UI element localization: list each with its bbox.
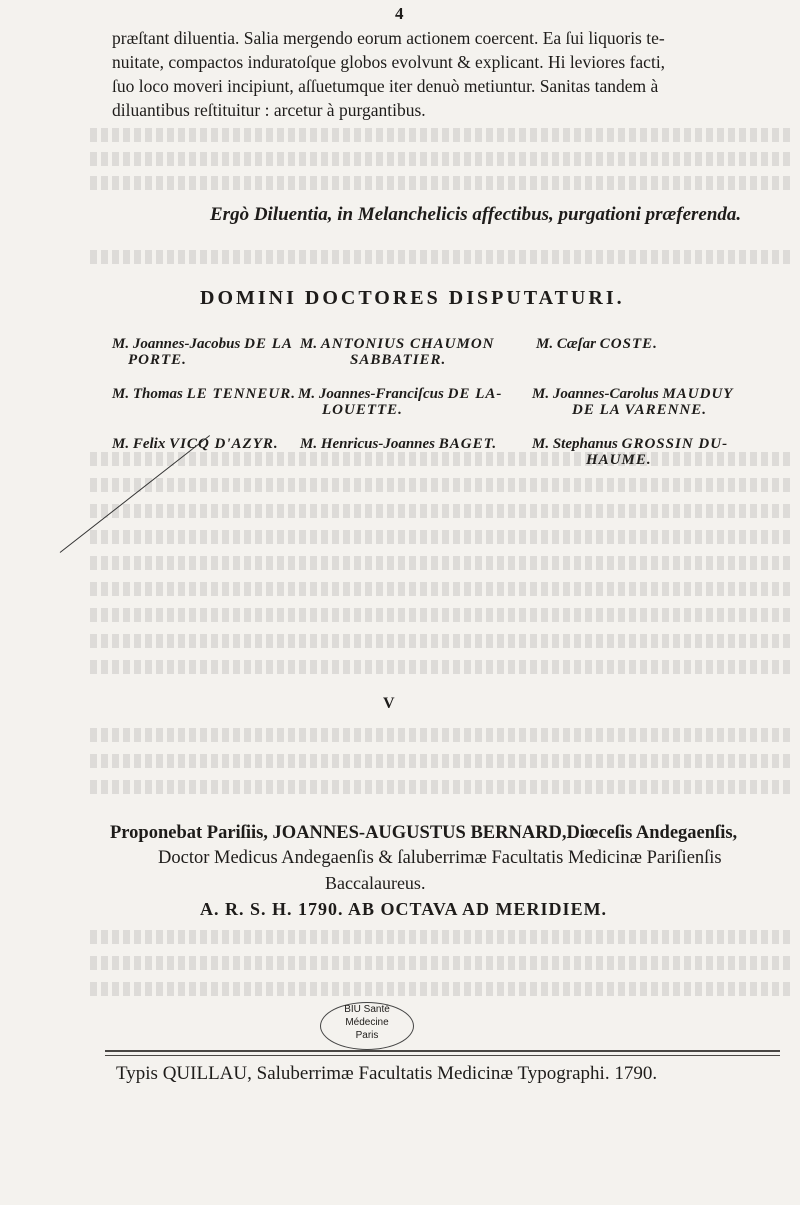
- doctor-surname: LE TENNEUR.: [186, 386, 296, 402]
- doctor-name: M. Thomas: [112, 386, 187, 402]
- bleed-through-text: [90, 982, 790, 996]
- proponebat-line: Proponebat Pariſiis, JOANNES-AUGUSTUS BERNARD,Diœceſis Andegaenſis,: [110, 823, 738, 843]
- doctor-entry: [300, 436, 497, 452]
- bleed-through-text: [90, 780, 790, 794]
- bleed-through-text: [90, 728, 790, 742]
- doctor-surname-cont: DE LA VARENNE.: [572, 402, 708, 418]
- intro-line: diluantibus reſtituitur : arcetur à purgantibus.: [112, 100, 426, 120]
- doctor-entry: [112, 436, 279, 452]
- bleed-through-text: [90, 608, 790, 622]
- doctor-entry: [112, 386, 296, 402]
- doctor-name: M. Cæſar: [536, 336, 600, 352]
- doctor-entry: [112, 336, 293, 368]
- section-mark: V: [383, 695, 395, 712]
- doctor-surname: DE LA-: [447, 386, 503, 402]
- doctor-surname-cont: LOUETTE.: [322, 402, 403, 418]
- doctor-entry: [536, 336, 658, 352]
- bleed-through-text: [90, 660, 790, 674]
- doctor-entry: [532, 386, 733, 418]
- bleed-through-text: [90, 250, 790, 264]
- doctor-name: M. Stephanus: [532, 436, 622, 452]
- intro-paragraph: [112, 26, 792, 122]
- doctor-surname: VICQ D'AZYR.: [169, 436, 279, 452]
- stamp-text: BIU Santé: [344, 1004, 390, 1015]
- bleed-through-text: [90, 176, 790, 190]
- bleed-through-text: [90, 634, 790, 648]
- bleed-through-text: [90, 128, 790, 142]
- bleed-through-text: [90, 582, 790, 596]
- doctor-surname: BAGET.: [438, 436, 498, 452]
- doctor-line: Doctor Medicus Andegaenſis & ſaluberrimæ Facultatis Medicinæ Pariſienſis: [158, 848, 722, 868]
- stamp-text: Paris: [355, 1030, 379, 1041]
- bleed-through-text: [90, 556, 790, 570]
- doctor-surname: COSTE.: [599, 336, 658, 352]
- rule-line: [105, 1055, 780, 1056]
- conclusion: Ergò Diluentia, in Melanchelicis affectibus, purgationi præferenda.: [210, 204, 742, 225]
- bleed-through-text: [90, 530, 790, 544]
- bleed-through-text: [90, 152, 790, 166]
- doctor-entry: [532, 436, 728, 468]
- rule-line: [105, 1050, 780, 1052]
- bleed-through-text: [90, 504, 790, 518]
- doctor-name: M.: [300, 336, 321, 352]
- doctor-surname-cont: PORTE.: [128, 352, 187, 368]
- doctor-name: M. Felix: [112, 436, 170, 452]
- doctores-heading: DOMINI DOCTORES DISPUTATURI.: [200, 287, 625, 309]
- intro-line: ſuo loco moveri incipiunt, aſſuetumque iter denuò metiuntur. Sanitas tandem à: [112, 76, 659, 96]
- doctor-surname-cont: SABBATIER.: [350, 352, 447, 368]
- bleed-through-text: [90, 956, 790, 970]
- bleed-through-text: [90, 478, 790, 492]
- doctor-surname: ANTONIUS CHAUMON: [320, 336, 495, 352]
- page-number: 4: [395, 4, 404, 23]
- doctor-surname-cont: HAUME.: [586, 452, 652, 468]
- bleed-through-text: [90, 930, 790, 944]
- doctor-name: M. Joannes-Jacobus: [112, 336, 245, 352]
- library-stamp: [320, 1002, 414, 1050]
- doctor-name: M. Henricus-Joannes: [300, 436, 439, 452]
- doctor-entry: [298, 386, 502, 418]
- doctor-surname: GROSSIN DU-: [621, 436, 729, 452]
- doctor-name: M. Joannes-Carolus: [532, 386, 663, 402]
- baccalaureus-line: Baccalaureus.: [325, 873, 426, 893]
- bleed-through-text: [90, 754, 790, 768]
- date-line: A. R. S. H. 1790. AB OCTAVA AD MERIDIEM.: [200, 899, 608, 919]
- doctor-entry: [300, 336, 495, 368]
- intro-line: præſtant diluentia. Salia mergendo eorum actionem coercent. Ea ſui liquoris te-: [112, 28, 665, 48]
- stamp-text: Médecine: [345, 1017, 389, 1028]
- doctor-name: M. Joannes-Franciſcus: [298, 386, 448, 402]
- intro-line: nuitate, compactos induratoſque globos evolvunt & explicant. Hi leviores facti,: [112, 52, 666, 72]
- doctor-surname: MAUDUY: [662, 386, 734, 402]
- imprint: Typis QUILLAU, Saluberrimæ Facultatis Medicinæ Typographi. 1790.: [116, 1063, 658, 1084]
- doctor-surname: DE LA: [244, 336, 293, 352]
